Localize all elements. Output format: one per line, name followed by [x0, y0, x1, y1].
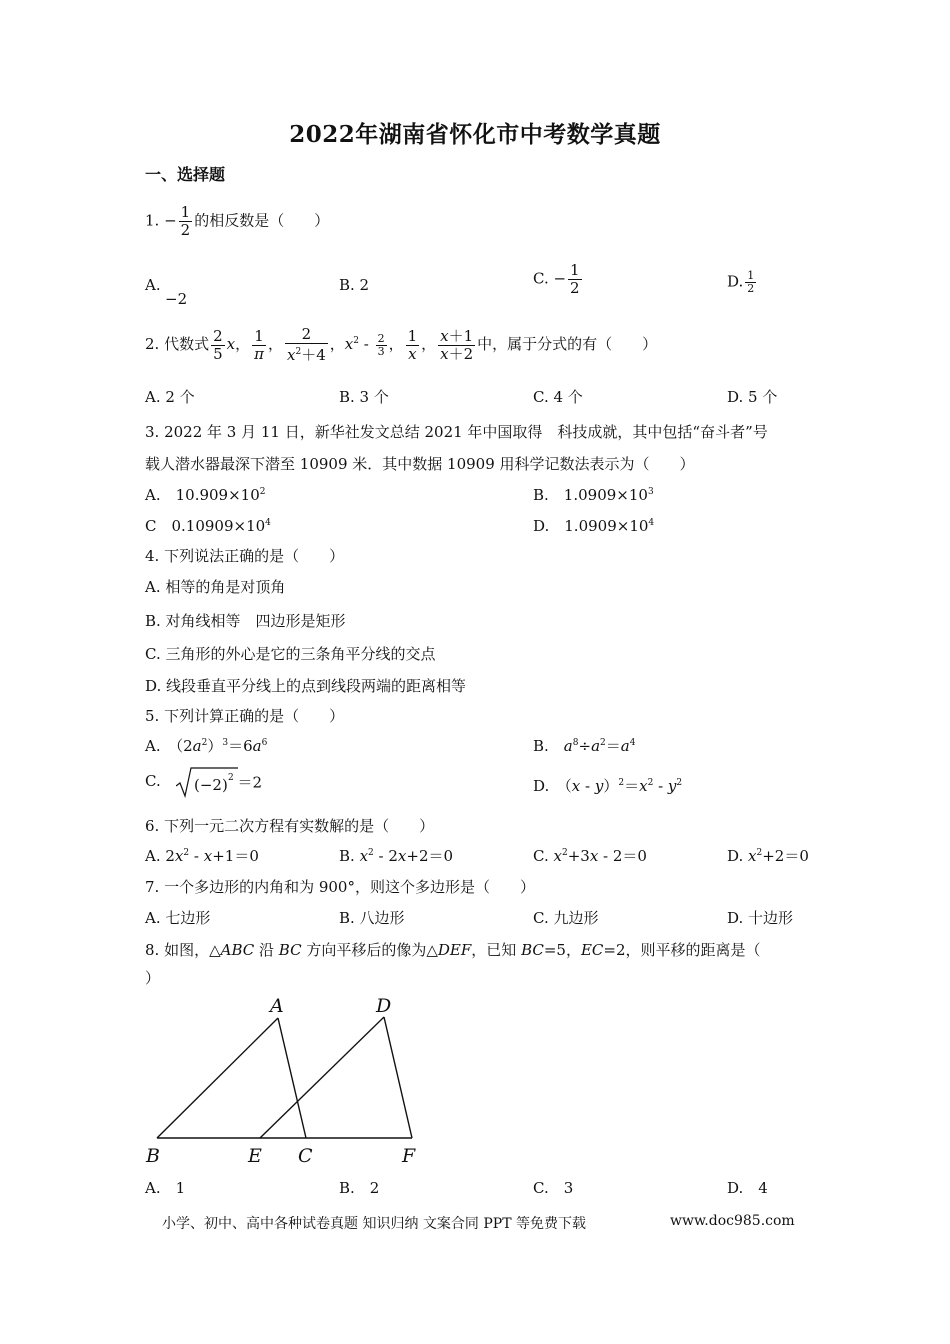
- q2-f4-var: x: [344, 335, 354, 353]
- q2-f2-den: [252, 345, 266, 363]
- q8-s3: 沿: [254, 941, 279, 959]
- q2-f4-exp: 2: [353, 336, 359, 346]
- q6-c-6: - 2＝0: [598, 847, 647, 865]
- q2-f5-num: 1: [407, 326, 418, 345]
- q1-d-den: 2: [747, 282, 755, 295]
- q5-d-12: 2: [676, 778, 683, 788]
- q6-a-3: 2: [183, 848, 190, 858]
- q5-a-2: a: [192, 737, 202, 755]
- q5-option-a: [145, 735, 267, 756]
- q6-a-5: x: [203, 847, 213, 865]
- q2-f6-den-var: x: [440, 344, 449, 363]
- q8-s7: ，已知: [471, 941, 522, 959]
- label-point-f: F: [402, 1145, 416, 1167]
- q2-f6-den: [438, 345, 475, 363]
- q2-option-d: D. 5 个: [727, 388, 778, 406]
- q5-option-c: [145, 766, 262, 798]
- q5-d-1: D. （: [533, 777, 572, 795]
- sqrt-symbol-icon: [176, 766, 238, 798]
- q2-sep: ，: [235, 335, 251, 353]
- q2-prefix: 2. 代数式: [145, 335, 210, 353]
- footer-url[interactable]: www.doc985.com: [670, 1213, 795, 1229]
- q5-b-5: a: [591, 737, 601, 755]
- q4-option-c: C. 三角形的外心是它的三条角平分线的交点: [145, 645, 436, 663]
- q6-c-1: C.: [533, 847, 554, 865]
- q6-c-3: 2: [561, 848, 568, 858]
- q5-d-8: x: [639, 777, 648, 795]
- q6-b-2: x: [359, 847, 369, 865]
- q3-c-exp: 4: [265, 518, 271, 528]
- q4-stem: 4. 下列说法正确的是（ ）: [145, 547, 345, 565]
- q6-d-4: +2＝0: [762, 847, 809, 865]
- q5-a-5: 3: [222, 738, 229, 748]
- q6-c-2: x: [553, 847, 562, 865]
- q2-option-b: B. 3 个: [339, 388, 389, 406]
- q5-b-7: ＝: [605, 737, 621, 755]
- q5-d-3: -: [580, 777, 595, 795]
- q6-option-c: [533, 845, 647, 866]
- q5-c-label: C.: [145, 772, 161, 790]
- q6-a-1: A. 2: [145, 847, 175, 865]
- q2-f5-den: [406, 345, 420, 363]
- label-point-e: E: [248, 1145, 262, 1167]
- q1-c-label: C. −: [533, 269, 567, 288]
- q2-f3-den: [285, 343, 328, 364]
- q3-option-a: [145, 484, 265, 505]
- q8-s2: ABC: [220, 941, 255, 959]
- q2-f2-den-val: π: [254, 344, 264, 363]
- q6-a-4: -: [189, 847, 204, 865]
- q2-f6-num: [438, 328, 475, 345]
- q8-s9: =5，: [543, 941, 581, 959]
- q5-d-2: x: [571, 777, 581, 795]
- q2-frac-6: [438, 328, 475, 363]
- q5-b-1: B.: [533, 737, 564, 755]
- q2-option-c: C. 4 个: [533, 388, 583, 406]
- q2-frac-1: [211, 328, 225, 363]
- page-title: 2022年湖南省怀化市中考数学真题: [289, 121, 661, 148]
- q5-b-6: 2: [600, 738, 606, 748]
- q2-f3-num: 2: [301, 325, 312, 343]
- segment-ed: [260, 1017, 384, 1138]
- q8-s6: DEF: [437, 941, 472, 959]
- q5-d-11: y: [667, 777, 677, 795]
- q8-s11: =2，则平移的距离是（: [603, 941, 761, 959]
- q8-stem-line-2: ）: [145, 969, 161, 987]
- q3-d-exp: 4: [648, 518, 655, 528]
- q8-s5: 方向平移后的像为△: [301, 941, 438, 959]
- q5-d-4: y: [594, 777, 604, 795]
- q4-option-b: B. 对角线相等 四边形是矩形: [145, 612, 346, 630]
- q2-f4-den: 3: [377, 344, 385, 358]
- q2-sep: ，: [421, 335, 437, 353]
- q8-s8: BC: [521, 941, 544, 959]
- q1-option-a: [145, 276, 161, 294]
- q3-option-d: [533, 515, 654, 536]
- q5-b-2: a: [563, 737, 573, 755]
- q8-s1: 8. 如图，△: [145, 941, 221, 959]
- q2-sep: ，: [267, 335, 283, 353]
- q1-fraction: [179, 204, 193, 239]
- q8-option-c: C. 3: [533, 1179, 574, 1197]
- q1-option-d: [727, 270, 758, 295]
- q5-d-10: -: [653, 777, 668, 795]
- q8-option-d: D. 4: [727, 1179, 768, 1197]
- q3-line-2: 载人潜水器最深下潜至 10909 米．其中数据 10909 用科学记数法表示为（ ）: [145, 455, 695, 473]
- q5-c-rest: ＝2: [237, 773, 263, 792]
- q8-option-b: B. 2: [339, 1179, 380, 1197]
- question-2-stem: [145, 326, 657, 364]
- q2-f4-minus: -: [358, 335, 374, 353]
- q2-f1-num: 2: [213, 326, 223, 345]
- q5-d-9: 2: [647, 778, 654, 788]
- q1-option-a-value: −2: [165, 290, 188, 308]
- q5-a-7: a: [252, 737, 262, 755]
- q2-frac-2: [252, 328, 266, 363]
- q6-c-5: x: [589, 847, 599, 865]
- q2-frac-3: [285, 326, 328, 364]
- q2-frac-5: [406, 328, 420, 363]
- q5-c-exp: 2: [227, 773, 234, 783]
- q3-b-text: B. 1.0909×10: [533, 486, 648, 504]
- q5-c-radicand: (−2): [193, 776, 228, 794]
- q3-a-text: A. 10.909×10: [145, 486, 260, 504]
- q5-stem: 5. 下列计算正确的是（ ）: [145, 707, 345, 725]
- q2-f1-den: 5: [213, 344, 223, 363]
- q2-frac-4: [376, 333, 387, 358]
- question-1-stem: [145, 204, 329, 239]
- q5-d-6: 2: [618, 778, 625, 788]
- q3-option-b: [533, 484, 654, 505]
- q5-b-4: ÷: [578, 737, 592, 755]
- q1-den: 2: [180, 221, 191, 239]
- q7-option-d: D. 十边形: [727, 909, 794, 927]
- q5-option-b: [533, 735, 635, 756]
- q6-d-3: 2: [756, 848, 763, 858]
- q5-d-7: ＝: [624, 777, 640, 795]
- q6-b-3: 2: [368, 848, 374, 858]
- q6-option-a: [145, 845, 259, 866]
- q2-suffix: 中，属于分式的有（ ）: [477, 335, 658, 353]
- q2-option-a: A. 2 个: [145, 388, 195, 406]
- q8-s10: EC: [580, 941, 604, 959]
- section-heading: 一、选择题: [145, 165, 226, 184]
- q3-b-exp: 3: [647, 487, 654, 497]
- segment-ab: [157, 1018, 278, 1138]
- q6-stem: 6. 下列一元二次方程有实数解的是（ ）: [145, 817, 435, 835]
- segment-ac: [278, 1018, 306, 1138]
- q6-d-1: D.: [727, 847, 749, 865]
- label-point-d: D: [376, 995, 392, 1017]
- q1-d-fraction: [745, 270, 756, 295]
- segment-df: [384, 1017, 412, 1138]
- q2-f3-den-rest: ＋4: [301, 346, 326, 364]
- q6-b-5: x: [397, 847, 407, 865]
- q2-f1-var: x: [226, 335, 236, 353]
- q3-a-exp: 2: [259, 487, 266, 497]
- q2-f3-den-exp: 2: [295, 347, 302, 357]
- label-point-c: C: [298, 1145, 313, 1167]
- q8-option-a: A. 1: [145, 1179, 186, 1197]
- q2-f4-num: 2: [377, 331, 385, 345]
- q2-f5-den-val: x: [408, 344, 417, 363]
- q7-stem: 7. 一个多边形的内角和为 900°，则这个多边形是（ ）: [145, 878, 535, 896]
- q3-line-1: 3. 2022 年 3 月 11 日，新华社发文总结 2021 年中国取得 科技成就，其中包括“奋斗者”号: [145, 423, 768, 441]
- q6-d-2: x: [748, 847, 757, 865]
- q5-d-5: ）: [603, 777, 619, 795]
- q7-option-a: A. 七边形: [145, 909, 211, 927]
- label-point-b: B: [146, 1145, 160, 1167]
- q5-a-6: ＝6: [228, 737, 253, 755]
- q2-f6-num-var: x: [440, 326, 449, 345]
- q6-b-4: - 2: [373, 847, 398, 865]
- q1-a-label: A.: [145, 276, 161, 294]
- triangle-translation-figure: [140, 990, 430, 1170]
- q7-option-b: B. 八边形: [339, 909, 405, 927]
- q1-option-b: B. 2: [339, 276, 370, 294]
- q1-c-num: 1: [570, 261, 580, 279]
- q1-text: 的相反数是（ ）: [194, 211, 330, 230]
- q1-prefix: 1. −: [145, 211, 177, 230]
- q1-d-label: D.: [727, 272, 744, 291]
- q2-sep: ，: [388, 335, 404, 353]
- q6-a-2: x: [174, 847, 184, 865]
- q6-a-6: +1＝0: [212, 847, 259, 865]
- q6-option-d: [727, 845, 809, 866]
- q8-stem: [145, 939, 761, 960]
- q5-option-d: [533, 775, 682, 796]
- q1-option-c: [533, 262, 584, 297]
- q3-c-text: C 0.10909×10: [145, 517, 266, 535]
- q7-option-c: C. 九边形: [533, 909, 599, 927]
- q4-option-a: A. 相等的角是对顶角: [145, 578, 286, 596]
- q6-b-1: B.: [339, 847, 360, 865]
- q2-sep: ，: [329, 335, 345, 353]
- label-point-a: A: [270, 995, 284, 1017]
- q1-c-den: 2: [570, 279, 580, 297]
- q3-d-text: D. 1.0909×10: [533, 517, 649, 535]
- q1-c-fraction: [568, 262, 582, 297]
- q5-a-4: ）: [207, 737, 223, 755]
- q6-c-4: +3: [567, 847, 590, 865]
- q4-option-d: D. 线段垂直平分线上的点到线段两端的距离相等: [145, 677, 467, 695]
- q1-num: 1: [180, 203, 191, 221]
- q2-f6-num-rest: ＋1: [448, 326, 474, 345]
- q5-b-3: 8: [572, 738, 579, 748]
- q8-s4: BC: [278, 941, 302, 959]
- q5-a-8: 6: [261, 738, 268, 748]
- q2-f6-den-rest: ＋2: [448, 344, 474, 363]
- q5-b-9: 4: [629, 738, 636, 748]
- q5-a-1: A. （2: [145, 737, 193, 755]
- q2-f2-num: 1: [254, 326, 264, 345]
- q2-f3-den-var: x: [287, 346, 296, 364]
- q3-option-c: [145, 515, 271, 536]
- q5-b-8: a: [620, 737, 630, 755]
- q6-b-6: +2＝0: [406, 847, 454, 865]
- footer-text: 小学、初中、高中各种试卷真题 知识归纳 文案合同 PPT 等免费下载: [162, 1216, 586, 1232]
- q5-a-3: 2: [201, 738, 208, 748]
- q6-option-b: [339, 845, 453, 866]
- q1-d-num: 1: [747, 269, 755, 282]
